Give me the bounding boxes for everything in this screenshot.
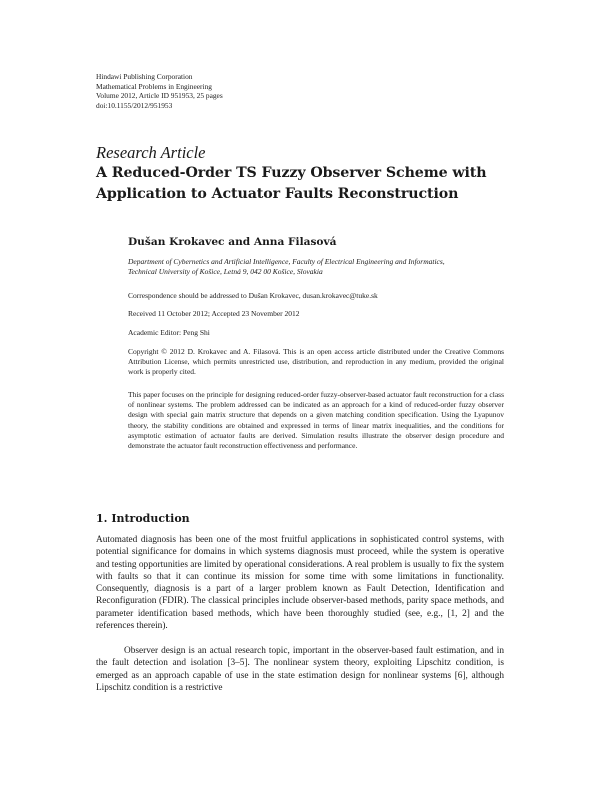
academic-editor: Academic Editor: Peng Shi bbox=[128, 328, 210, 337]
paper-title bbox=[96, 163, 516, 205]
body-paragraph: Automated diagnosis has been one of the most fruitful applications in sophisticated control systems, with potential significance for domains in which systems diagnosis must proceed, while the system is operative and testing opportunities are limited by operational considerations. A real problem is usually to fix the system with faults so that it can continue its mission for some time with some limitations in functionality. Consequently, diagnosis is a part of a larger problem known as Fault Detection, Identification and Reconfiguration (FDIR). The classical principles include observer-based methods, parity space methods, and parameter identification based methods, which have been thoroughly studied (see, e.g., [1, 2] and the references therein). bbox=[96, 535, 504, 632]
title-line-1: A Reduced-Order TS Fuzzy Observer Scheme with bbox=[96, 165, 487, 181]
article-type: Research Article bbox=[96, 143, 206, 162]
publisher-name: Hindawi Publishing Corporation bbox=[96, 72, 193, 81]
authors: Dušan Krokavec and Anna Filasová bbox=[128, 236, 337, 248]
affiliation-line-2: Technical University of Košice, Letná 9, 042 00 Košice, Slovakia bbox=[128, 267, 323, 277]
received-dates: Received 11 October 2012; Accepted 23 November 2012 bbox=[128, 309, 300, 318]
volume-info: Volume 2012, Article ID 951953, 25 pages bbox=[96, 91, 223, 101]
affiliation-line-1: Department of Cybernetics and Artificial Intelligence, Faculty of Electrical Engineering and Informatics, bbox=[128, 257, 445, 266]
publication-info bbox=[96, 72, 396, 110]
correspondence: Correspondence should be addressed to Dušan Krokavec, dusan.krokavec@tuke.sk bbox=[128, 291, 378, 300]
abstract: This paper focuses on the principle for designing reduced-order fuzzy-observer-based actuator fault reconstruction for a class of nonlinear systems. The problem addressed can be indicated as an approach for a kind of reduced-order fuzzy observer design with special gain matrix structure that depends on a given matching condition specification. Using the Lyapunov theory, the stability conditions are obtained and expressed in terms of linear matrix inequalities, and the conditions for asymptotic estimation of actuator faults are derived. Simulation results illustrate the observer design procedure and demonstrate the actuator fault reconstruction effectiveness and performance. bbox=[128, 390, 504, 451]
body-paragraph: Observer design is an actual research topic, important in the observer-based fault estimation, and in the fault detection and isolation [3–5]. The nonlinear system theory, exploiting Lipschitz condition, is emerged as an approach capable of use in the state estimation design for nonlinear systems [6], although Lipschitz condition is a restrictive bbox=[96, 646, 504, 693]
section-heading: 1. Introduction bbox=[96, 512, 190, 525]
title-line-2: Application to Actuator Faults Reconstruction bbox=[96, 186, 459, 202]
copyright-notice: Copyright © 2012 D. Krokavec and A. Filasová. This is an open access article distributed under the Creative Commons Attribution License, which permits unrestricted use, distribution, and reproduction in any medium, provided the original work is properly cited. bbox=[128, 347, 504, 377]
journal-name: Mathematical Problems in Engineering bbox=[96, 81, 212, 91]
affiliation bbox=[128, 257, 504, 278]
doi: doi:10.1155/2012/951953 bbox=[96, 100, 173, 110]
